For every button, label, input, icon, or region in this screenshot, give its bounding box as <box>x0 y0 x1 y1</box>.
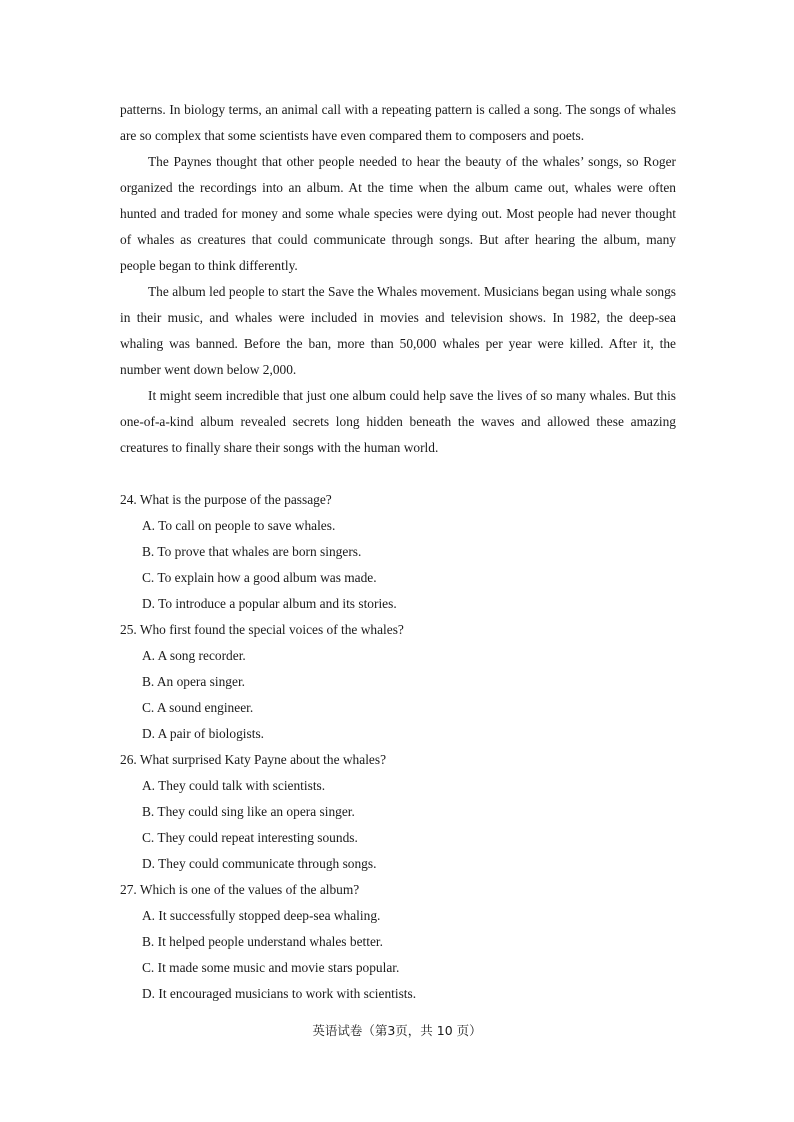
option-d: D. A pair of biologists. <box>142 726 265 741</box>
passage-paragraph-1: patterns. In biology terms, an animal call with a repeating pattern is called a song. The songs of whales are so complex that some scientists have even compared them to composers and poets. <box>120 102 676 143</box>
option-c: C. They could repeat interesting sounds. <box>142 830 358 845</box>
option-b: B. It helped people understand whales better. <box>142 934 383 949</box>
option-b: B. An opera singer. <box>142 674 246 689</box>
page-footer: 英语试卷（第3页，共 10 页） <box>312 1023 482 1038</box>
option-d: D. To introduce a popular album and its stories. <box>142 596 397 611</box>
question-27 <box>120 877 676 1007</box>
question-24 <box>120 487 676 617</box>
passage-paragraph-4: It might seem incredible that just one album could help save the lives of so many whales. But this one-of-a-kind album revealed secrets long hidden beneath the waves and allowed these amazing creatures to finally share their songs with the human world. <box>120 388 676 455</box>
option-c: C. It made some music and movie stars popular. <box>142 960 400 975</box>
question-25 <box>120 617 676 747</box>
passage-paragraph-2: The Paynes thought that other people needed to hear the beauty of the whales’ songs, so Roger organized the recordings into an album. At the time when the album came out, whales were often hunted and traded for money and some whale species were dying out. Most people had never thought of whales as creatures that could communicate through songs. But after hearing the album, many people began to think differently. <box>120 154 676 273</box>
question-stem: 27. Which is one of the values of the album? <box>120 882 360 897</box>
question-stem: 25. Who first found the special voices of the whales? <box>120 622 404 637</box>
option-a: A. To call on people to save whales. <box>142 518 336 533</box>
option-b: B. They could sing like an opera singer. <box>142 804 355 819</box>
reading-passage <box>120 97 676 461</box>
option-d: D. They could communicate through songs. <box>142 856 377 871</box>
question-26 <box>120 747 676 877</box>
passage-paragraph-3: The album led people to start the Save the Whales movement. Musicians began using whale songs in their music, and whales were included in movies and television shows. In 1982, the deep-sea whaling was banned. Before the ban, more than 50,000 whales per year were killed. After it, the number went down below 2,000. <box>120 284 676 377</box>
option-c: C. A sound engineer. <box>142 700 254 715</box>
question-stem: 24. What is the purpose of the passage? <box>120 492 332 507</box>
option-a: A. They could talk with scientists. <box>142 778 326 793</box>
option-a: A. A song recorder. <box>142 648 246 663</box>
option-a: A. It successfully stopped deep-sea whaling. <box>142 908 381 923</box>
option-b: B. To prove that whales are born singers. <box>142 544 362 559</box>
question-stem: 26. What surprised Katy Payne about the whales? <box>120 752 387 767</box>
question-list <box>120 487 676 1007</box>
option-d: D. It encouraged musicians to work with scientists. <box>142 986 417 1001</box>
option-c: C. To explain how a good album was made. <box>142 570 377 585</box>
